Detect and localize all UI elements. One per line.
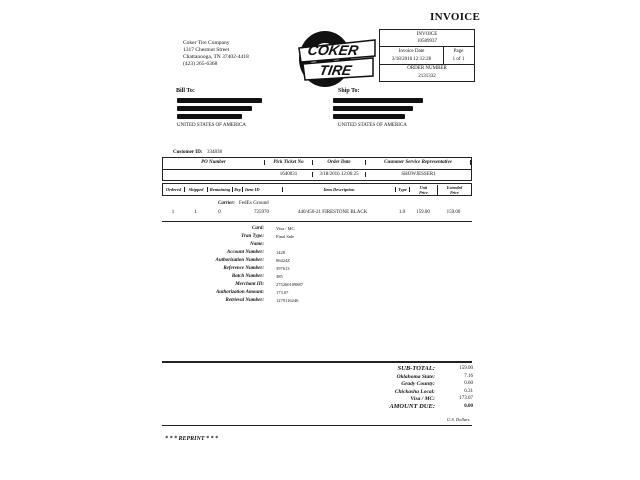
item-description: 440/450-21 FIRESTONE BLACK	[298, 210, 368, 215]
payment-row	[190, 282, 380, 290]
order-number: 2131332	[418, 74, 436, 79]
order-number-label: ORDER NUMBER	[407, 66, 447, 71]
carrier-label: Carrier:	[218, 201, 235, 206]
bill-to-redacted-line	[177, 98, 262, 103]
svg-text:COKER: COKER	[306, 42, 360, 58]
pick-ticket-number: 1640031	[265, 172, 313, 177]
order-date: 3/18/2016 12:06:25	[313, 172, 366, 177]
totals-divider	[162, 361, 472, 363]
remaining-header: Remaining	[208, 187, 233, 192]
totals-value: 173.07	[459, 396, 473, 401]
payment-row	[190, 250, 380, 258]
items-table-header	[162, 183, 472, 196]
payment-row	[190, 234, 380, 242]
po-number-header: PO Number	[163, 160, 265, 165]
invoice-number: 10589937	[417, 39, 437, 44]
totals-value: 0.60	[464, 381, 473, 386]
payment-value: 173.07	[276, 290, 289, 295]
company-name: Coker Tire Company	[183, 40, 230, 46]
payment-value: Visa / MC	[276, 226, 295, 231]
payment-row	[190, 298, 380, 306]
invoice-header-box	[379, 29, 475, 82]
totals-label: SUB-TOTAL:	[397, 365, 435, 372]
bill-to-country: UNITED STATES OF AMERICA	[177, 123, 246, 128]
payment-label: Retrieval Number:	[225, 298, 264, 303]
csr-name: SHOWJESSER1	[401, 172, 436, 177]
payment-row	[190, 266, 380, 274]
payment-row	[190, 290, 380, 298]
reprint-label: * * * REPRINT * * *	[165, 436, 219, 442]
currency-label: U.S. Dollars	[447, 417, 470, 422]
payment-label: Account Number:	[226, 250, 264, 255]
totals-row	[340, 404, 475, 412]
order-info-table	[162, 157, 472, 181]
totals-label: Oklahoma State:	[396, 373, 435, 380]
ship-to-label: Ship To:	[338, 88, 360, 94]
customer-id-label: Customer ID:	[173, 150, 203, 155]
page-label: Page	[453, 49, 464, 54]
item-type: 1.0	[398, 210, 406, 215]
totals-value: 159.00	[459, 366, 473, 371]
ordered-header: Ordered	[163, 187, 185, 192]
csr-header: Customer Service Representative	[366, 160, 471, 165]
totals-value: 0.00	[464, 403, 473, 409]
payment-row	[190, 242, 380, 250]
payment-label: Batch Number:	[231, 274, 264, 279]
item-id-header: Item ID	[243, 187, 283, 192]
unit-price: 159.00	[416, 210, 430, 215]
company-logo	[295, 28, 377, 90]
payment-value: 1279116246	[276, 298, 299, 303]
bill-to-redacted-line	[177, 106, 252, 111]
order-date-header: Order Date	[313, 160, 366, 165]
payment-label: Name:	[250, 242, 264, 247]
company-address	[183, 40, 249, 68]
payment-label: Authorization Amount:	[215, 290, 264, 295]
svg-text:TIRE: TIRE	[318, 62, 353, 78]
ship-to-country: UNITED STATES OF AMERICA	[338, 123, 407, 128]
invoice-title: INVOICE	[430, 11, 481, 23]
ship-to-redacted-line	[333, 114, 405, 119]
type-header: Type	[396, 187, 410, 192]
ship-to-redacted-line	[333, 98, 423, 103]
item-id: 725970	[254, 210, 269, 215]
company-city: Chattanooga, TN 37402-4418	[183, 54, 249, 60]
payment-value: 06424Z	[276, 258, 290, 263]
payment-value: 397613	[276, 266, 290, 271]
totals-label: Grady County:	[401, 381, 435, 387]
rep-header: Rep	[233, 187, 243, 192]
customer-id: 334838	[207, 150, 222, 155]
unit-price-header: Unit Price	[410, 185, 438, 195]
bottom-divider	[162, 425, 472, 426]
payment-label: Merchant ID:	[235, 282, 264, 287]
divider	[162, 221, 472, 222]
payment-row	[190, 258, 380, 266]
payment-label: Card:	[252, 226, 264, 231]
extended-price-header: Extended Price	[446, 185, 463, 195]
totals-label: Visa / MC:	[410, 396, 435, 402]
payment-row	[190, 274, 380, 282]
payment-value: 385	[276, 274, 283, 279]
page-value: 1 of 1	[452, 57, 465, 62]
invoice-label: INVOICE	[416, 32, 438, 37]
invoice-date: 3/18/2016 12:12:28	[391, 57, 432, 62]
payment-row	[190, 226, 380, 234]
shipped-qty: 1	[194, 210, 197, 215]
extended-price: 159.00	[446, 210, 461, 215]
ship-to-redacted-line	[333, 106, 413, 111]
invoice-date-label: Invoice Date	[398, 49, 425, 54]
payment-label: Reference Number:	[223, 266, 264, 271]
company-street: 1317 Chestnut Street	[183, 47, 230, 53]
pick-ticket-header: Pick Ticket No	[265, 160, 313, 165]
ordered-qty: 1	[171, 210, 175, 215]
totals-label: Chickasha Local:	[394, 388, 435, 395]
payment-label: Authorization Number:	[215, 258, 264, 263]
bill-to-redacted-line	[177, 114, 242, 119]
table-row	[162, 210, 472, 218]
payment-label: Tran Type:	[241, 234, 264, 239]
company-phone: (423) 265-6368	[183, 61, 218, 67]
payment-value: 1428	[276, 250, 285, 255]
bill-to-label: Bill To:	[176, 88, 195, 94]
totals-value: 6.31	[464, 388, 473, 394]
totals-label: AMOUNT DUE:	[389, 402, 435, 410]
remaining-qty: 0	[218, 210, 221, 215]
shipped-header: Shipped	[185, 187, 208, 192]
payment-value: Final Sale	[276, 234, 295, 239]
carrier-value: FedEx Ground	[239, 201, 269, 206]
item-description-header: Item Description	[283, 187, 396, 192]
payment-value: 275260109887	[276, 282, 303, 287]
totals-value: 7.16	[464, 373, 473, 379]
